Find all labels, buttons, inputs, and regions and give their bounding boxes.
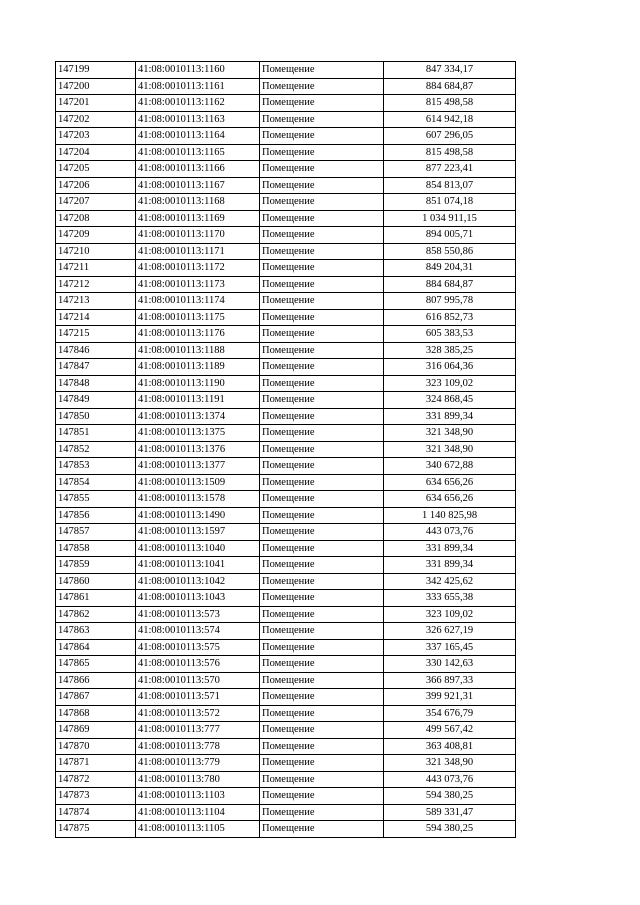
cadastral-number-cell: 41:08:0010113:1175	[136, 309, 260, 326]
table-row	[56, 722, 516, 739]
table-row	[56, 227, 516, 244]
cadastral-number-cell: 41:08:0010113:780	[136, 771, 260, 788]
table-row	[56, 672, 516, 689]
table-row	[56, 78, 516, 95]
row-number-cell: 147206	[56, 177, 136, 194]
cadastral-number-cell: 41:08:0010113:1578	[136, 491, 260, 508]
object-type-cell: Помещение	[260, 408, 384, 425]
table-row	[56, 177, 516, 194]
cadastral-number-cell: 41:08:0010113:575	[136, 639, 260, 656]
cadastral-number-cell: 41:08:0010113:1161	[136, 78, 260, 95]
object-type-cell: Помещение	[260, 194, 384, 211]
cadastral-number-cell: 41:08:0010113:1162	[136, 95, 260, 112]
cadastral-number-cell: 41:08:0010113:1188	[136, 342, 260, 359]
cadastral-number-cell: 41:08:0010113:1374	[136, 408, 260, 425]
object-type-cell: Помещение	[260, 557, 384, 574]
cadastral-value-cell: 807 995,78	[384, 293, 516, 310]
cadastral-number-cell: 41:08:0010113:1375	[136, 425, 260, 442]
table-row	[56, 755, 516, 772]
table-row	[56, 276, 516, 293]
cadastral-value-cell: 594 380,25	[384, 788, 516, 805]
table-row	[56, 309, 516, 326]
object-type-cell: Помещение	[260, 342, 384, 359]
cadastral-number-cell: 41:08:0010113:1163	[136, 111, 260, 128]
cadastral-number-cell: 41:08:0010113:1103	[136, 788, 260, 805]
table-row	[56, 639, 516, 656]
row-number-cell: 147857	[56, 524, 136, 541]
cadastral-value-cell: 851 074,18	[384, 194, 516, 211]
object-type-cell: Помещение	[260, 458, 384, 475]
cadastral-value-cell: 847 334,17	[384, 62, 516, 79]
cadastral-value-cell: 323 109,02	[384, 375, 516, 392]
cadastral-number-cell: 41:08:0010113:1042	[136, 573, 260, 590]
object-type-cell: Помещение	[260, 95, 384, 112]
table-row	[56, 771, 516, 788]
cadastral-value-cell: 589 331,47	[384, 804, 516, 821]
row-number-cell: 147873	[56, 788, 136, 805]
object-type-cell: Помещение	[260, 161, 384, 178]
cadastral-number-cell: 41:08:0010113:1160	[136, 62, 260, 79]
object-type-cell: Помещение	[260, 359, 384, 376]
row-number-cell: 147865	[56, 656, 136, 673]
table-row	[56, 441, 516, 458]
row-number-cell: 147212	[56, 276, 136, 293]
row-number-cell: 147855	[56, 491, 136, 508]
row-number-cell: 147859	[56, 557, 136, 574]
cadastral-number-cell: 41:08:0010113:1166	[136, 161, 260, 178]
table-row	[56, 540, 516, 557]
object-type-cell: Помещение	[260, 78, 384, 95]
cadastral-value-cell: 884 684,87	[384, 78, 516, 95]
table-row	[56, 458, 516, 475]
table-row	[56, 606, 516, 623]
cadastral-number-cell: 41:08:0010113:1376	[136, 441, 260, 458]
table-row	[56, 425, 516, 442]
cadastral-value-cell: 321 348,90	[384, 441, 516, 458]
row-number-cell: 147210	[56, 243, 136, 260]
cadastral-value-cell: 634 656,26	[384, 491, 516, 508]
row-number-cell: 147874	[56, 804, 136, 821]
table-row	[56, 128, 516, 145]
cadastral-value-cell: 326 627,19	[384, 623, 516, 640]
object-type-cell: Помещение	[260, 491, 384, 508]
table-row	[56, 111, 516, 128]
object-type-cell: Помещение	[260, 243, 384, 260]
cadastral-number-cell: 41:08:0010113:1597	[136, 524, 260, 541]
table-row	[56, 375, 516, 392]
table-row	[56, 260, 516, 277]
table-row	[56, 738, 516, 755]
cadastral-value-cell: 607 296,05	[384, 128, 516, 145]
table-row	[56, 689, 516, 706]
table-row	[56, 392, 516, 409]
cadastral-number-cell: 41:08:0010113:1490	[136, 507, 260, 524]
cadastral-value-cell: 1 140 825,98	[384, 507, 516, 524]
row-number-cell: 147875	[56, 821, 136, 838]
table-row	[56, 590, 516, 607]
table-row	[56, 359, 516, 376]
table-row	[56, 408, 516, 425]
cadastral-value-cell: 354 676,79	[384, 705, 516, 722]
table-row	[56, 524, 516, 541]
row-number-cell: 147848	[56, 375, 136, 392]
cadastral-value-cell: 333 655,38	[384, 590, 516, 607]
row-number-cell: 147204	[56, 144, 136, 161]
object-type-cell: Помещение	[260, 804, 384, 821]
table-row	[56, 507, 516, 524]
table-body	[56, 62, 516, 838]
row-number-cell: 147869	[56, 722, 136, 739]
cadastral-number-cell: 41:08:0010113:1040	[136, 540, 260, 557]
row-number-cell: 147849	[56, 392, 136, 409]
cadastral-value-cell: 366 897,33	[384, 672, 516, 689]
table-row	[56, 474, 516, 491]
table-row	[56, 342, 516, 359]
table-row	[56, 656, 516, 673]
cadastral-number-cell: 41:08:0010113:1041	[136, 557, 260, 574]
object-type-cell: Помещение	[260, 524, 384, 541]
cadastral-number-cell: 41:08:0010113:1169	[136, 210, 260, 227]
row-number-cell: 147861	[56, 590, 136, 607]
table-row	[56, 326, 516, 343]
cadastral-value-cell: 634 656,26	[384, 474, 516, 491]
object-type-cell: Помещение	[260, 177, 384, 194]
cadastral-number-cell: 41:08:0010113:573	[136, 606, 260, 623]
cadastral-value-cell: 884 684,87	[384, 276, 516, 293]
cadastral-value-cell: 614 942,18	[384, 111, 516, 128]
cadastral-number-cell: 41:08:0010113:1190	[136, 375, 260, 392]
row-number-cell: 147209	[56, 227, 136, 244]
cadastral-value-cell: 594 380,25	[384, 821, 516, 838]
object-type-cell: Помещение	[260, 392, 384, 409]
object-type-cell: Помещение	[260, 656, 384, 673]
cadastral-value-cell: 316 064,36	[384, 359, 516, 376]
row-number-cell: 147852	[56, 441, 136, 458]
cadastral-number-cell: 41:08:0010113:1043	[136, 590, 260, 607]
object-type-cell: Помещение	[260, 474, 384, 491]
table-row	[56, 557, 516, 574]
row-number-cell: 147846	[56, 342, 136, 359]
cadastral-value-cell: 877 223,41	[384, 161, 516, 178]
row-number-cell: 147202	[56, 111, 136, 128]
table-row	[56, 293, 516, 310]
cadastral-value-cell: 323 109,02	[384, 606, 516, 623]
cadastral-number-cell: 41:08:0010113:1104	[136, 804, 260, 821]
cadastral-number-cell: 41:08:0010113:1176	[136, 326, 260, 343]
cadastral-number-cell: 41:08:0010113:777	[136, 722, 260, 739]
cadastral-value-cell: 321 348,90	[384, 755, 516, 772]
row-number-cell: 147871	[56, 755, 136, 772]
row-number-cell: 147203	[56, 128, 136, 145]
cadastral-value-cell: 894 005,71	[384, 227, 516, 244]
cadastral-number-cell: 41:08:0010113:1168	[136, 194, 260, 211]
object-type-cell: Помещение	[260, 540, 384, 557]
cadastral-number-cell: 41:08:0010113:778	[136, 738, 260, 755]
object-type-cell: Помещение	[260, 738, 384, 755]
cadastral-value-cell: 331 899,34	[384, 408, 516, 425]
cadastral-value-cell: 340 672,88	[384, 458, 516, 475]
object-type-cell: Помещение	[260, 441, 384, 458]
cadastral-value-cell: 363 408,81	[384, 738, 516, 755]
object-type-cell: Помещение	[260, 689, 384, 706]
cadastral-number-cell: 41:08:0010113:1509	[136, 474, 260, 491]
row-number-cell: 147853	[56, 458, 136, 475]
cadastral-value-cell: 443 073,76	[384, 524, 516, 541]
row-number-cell: 147208	[56, 210, 136, 227]
object-type-cell: Помещение	[260, 722, 384, 739]
table-row	[56, 804, 516, 821]
cadastral-value-cell: 849 204,31	[384, 260, 516, 277]
object-type-cell: Помещение	[260, 293, 384, 310]
cadastral-value-cell: 330 142,63	[384, 656, 516, 673]
cadastral-value-cell: 321 348,90	[384, 425, 516, 442]
table-row	[56, 491, 516, 508]
object-type-cell: Помещение	[260, 144, 384, 161]
object-type-cell: Помещение	[260, 375, 384, 392]
table-row	[56, 210, 516, 227]
cadastral-number-cell: 41:08:0010113:1171	[136, 243, 260, 260]
object-type-cell: Помещение	[260, 623, 384, 640]
row-number-cell: 147864	[56, 639, 136, 656]
cadastral-value-cell: 815 498,58	[384, 144, 516, 161]
table-row	[56, 243, 516, 260]
row-number-cell: 147211	[56, 260, 136, 277]
row-number-cell: 147207	[56, 194, 136, 211]
table-row	[56, 623, 516, 640]
cadastral-value-cell: 605 383,53	[384, 326, 516, 343]
row-number-cell: 147854	[56, 474, 136, 491]
cadastral-number-cell: 41:08:0010113:1173	[136, 276, 260, 293]
cadastral-number-cell: 41:08:0010113:1170	[136, 227, 260, 244]
cadastral-number-cell: 41:08:0010113:572	[136, 705, 260, 722]
cadastral-number-cell: 41:08:0010113:1164	[136, 128, 260, 145]
object-type-cell: Помещение	[260, 111, 384, 128]
row-number-cell: 147213	[56, 293, 136, 310]
cadastral-number-cell: 41:08:0010113:1377	[136, 458, 260, 475]
row-number-cell: 147867	[56, 689, 136, 706]
row-number-cell: 147850	[56, 408, 136, 425]
cadastral-number-cell: 41:08:0010113:779	[136, 755, 260, 772]
object-type-cell: Помещение	[260, 425, 384, 442]
object-type-cell: Помещение	[260, 771, 384, 788]
object-type-cell: Помещение	[260, 821, 384, 838]
object-type-cell: Помещение	[260, 755, 384, 772]
cadastral-value-cell: 499 567,42	[384, 722, 516, 739]
cadastral-value-table	[55, 61, 516, 838]
row-number-cell: 147868	[56, 705, 136, 722]
object-type-cell: Помещение	[260, 639, 384, 656]
table-row	[56, 62, 516, 79]
row-number-cell: 147214	[56, 309, 136, 326]
cadastral-number-cell: 41:08:0010113:571	[136, 689, 260, 706]
object-type-cell: Помещение	[260, 260, 384, 277]
cadastral-value-cell: 331 899,34	[384, 557, 516, 574]
row-number-cell: 147863	[56, 623, 136, 640]
cadastral-value-cell: 815 498,58	[384, 95, 516, 112]
object-type-cell: Помещение	[260, 590, 384, 607]
table-row	[56, 161, 516, 178]
object-type-cell: Помещение	[260, 326, 384, 343]
cadastral-value-cell: 328 385,25	[384, 342, 516, 359]
cadastral-value-cell: 324 868,45	[384, 392, 516, 409]
cadastral-value-cell: 854 813,07	[384, 177, 516, 194]
cadastral-value-cell: 858 550,86	[384, 243, 516, 260]
object-type-cell: Помещение	[260, 227, 384, 244]
object-type-cell: Помещение	[260, 276, 384, 293]
object-type-cell: Помещение	[260, 672, 384, 689]
object-type-cell: Помещение	[260, 705, 384, 722]
row-number-cell: 147205	[56, 161, 136, 178]
cadastral-number-cell: 41:08:0010113:1167	[136, 177, 260, 194]
cadastral-number-cell: 41:08:0010113:1174	[136, 293, 260, 310]
cadastral-value-cell: 337 165,45	[384, 639, 516, 656]
cadastral-number-cell: 41:08:0010113:1191	[136, 392, 260, 409]
row-number-cell: 147201	[56, 95, 136, 112]
object-type-cell: Помещение	[260, 210, 384, 227]
row-number-cell: 147860	[56, 573, 136, 590]
object-type-cell: Помещение	[260, 128, 384, 145]
table-row	[56, 95, 516, 112]
row-number-cell: 147870	[56, 738, 136, 755]
cadastral-number-cell: 41:08:0010113:1189	[136, 359, 260, 376]
table-row	[56, 821, 516, 838]
cadastral-value-cell: 1 034 911,15	[384, 210, 516, 227]
row-number-cell: 147200	[56, 78, 136, 95]
object-type-cell: Помещение	[260, 606, 384, 623]
table-row	[56, 573, 516, 590]
object-type-cell: Помещение	[260, 507, 384, 524]
cadastral-number-cell: 41:08:0010113:1172	[136, 260, 260, 277]
row-number-cell: 147215	[56, 326, 136, 343]
table-row	[56, 788, 516, 805]
cadastral-value-cell: 331 899,34	[384, 540, 516, 557]
row-number-cell: 147866	[56, 672, 136, 689]
row-number-cell: 147856	[56, 507, 136, 524]
cadastral-value-cell: 616 852,73	[384, 309, 516, 326]
table-row	[56, 194, 516, 211]
object-type-cell: Помещение	[260, 62, 384, 79]
cadastral-value-cell: 342 425,62	[384, 573, 516, 590]
cadastral-value-cell: 399 921,31	[384, 689, 516, 706]
row-number-cell: 147847	[56, 359, 136, 376]
table-row	[56, 144, 516, 161]
cadastral-number-cell: 41:08:0010113:1165	[136, 144, 260, 161]
table-row	[56, 705, 516, 722]
cadastral-number-cell: 41:08:0010113:576	[136, 656, 260, 673]
cadastral-number-cell: 41:08:0010113:574	[136, 623, 260, 640]
row-number-cell: 147199	[56, 62, 136, 79]
object-type-cell: Помещение	[260, 573, 384, 590]
row-number-cell: 147872	[56, 771, 136, 788]
cadastral-number-cell: 41:08:0010113:570	[136, 672, 260, 689]
object-type-cell: Помещение	[260, 788, 384, 805]
cadastral-value-cell: 443 073,76	[384, 771, 516, 788]
cadastral-number-cell: 41:08:0010113:1105	[136, 821, 260, 838]
row-number-cell: 147851	[56, 425, 136, 442]
row-number-cell: 147862	[56, 606, 136, 623]
object-type-cell: Помещение	[260, 309, 384, 326]
row-number-cell: 147858	[56, 540, 136, 557]
